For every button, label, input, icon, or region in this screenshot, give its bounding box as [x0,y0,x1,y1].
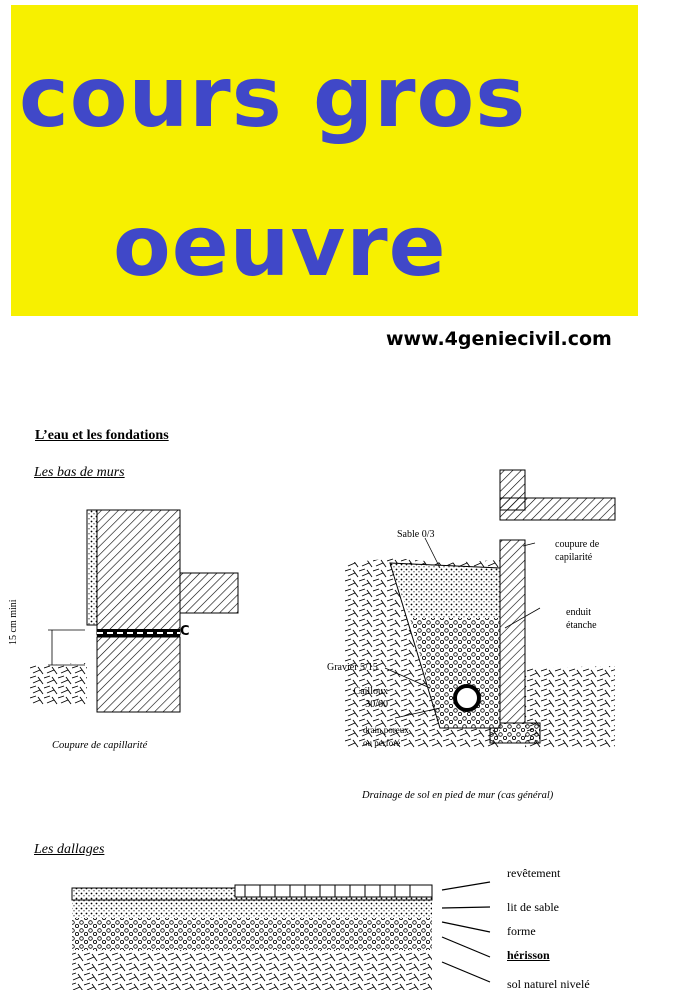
caption-fig2: Drainage de sol en pied de mur (cas général) [362,790,554,801]
caption-fig1: Coupure de capillarité [52,740,148,751]
title-line-1: cours gros [19,48,527,146]
label-drain: drain poreux ou perforé [363,725,409,748]
label-sable: Sable 0/3 [397,529,435,540]
layer-lit-de-sable: lit de sable [507,900,559,914]
layer-revetement: revêtement [507,866,561,880]
height-label: 15 cm mini [8,599,19,645]
label-gravier: Gravier 5/15 [327,662,378,673]
label-cailloux: Cailloux 30/60 [353,686,388,710]
marker-c: C [180,624,190,639]
layer-forme: forme [507,924,536,938]
website-link[interactable]: www.4geniecivil.com [386,328,612,350]
label-coupure: coupure de capilarité [555,539,600,563]
layer-sol-naturel: sol naturel nivelé [507,977,590,991]
title-line-2: oeuvre [113,197,447,295]
figure-capillary-cut [30,505,240,720]
title-banner [11,5,638,316]
label-enduit: enduit étanche [566,607,597,631]
layer-herisson: hérisson [507,948,550,962]
section-heading: L’eau et les fondations [35,428,169,443]
subtitle-dallages: Les dallages [34,842,105,857]
subtitle-bas-de-murs: Les bas de murs [34,465,125,480]
